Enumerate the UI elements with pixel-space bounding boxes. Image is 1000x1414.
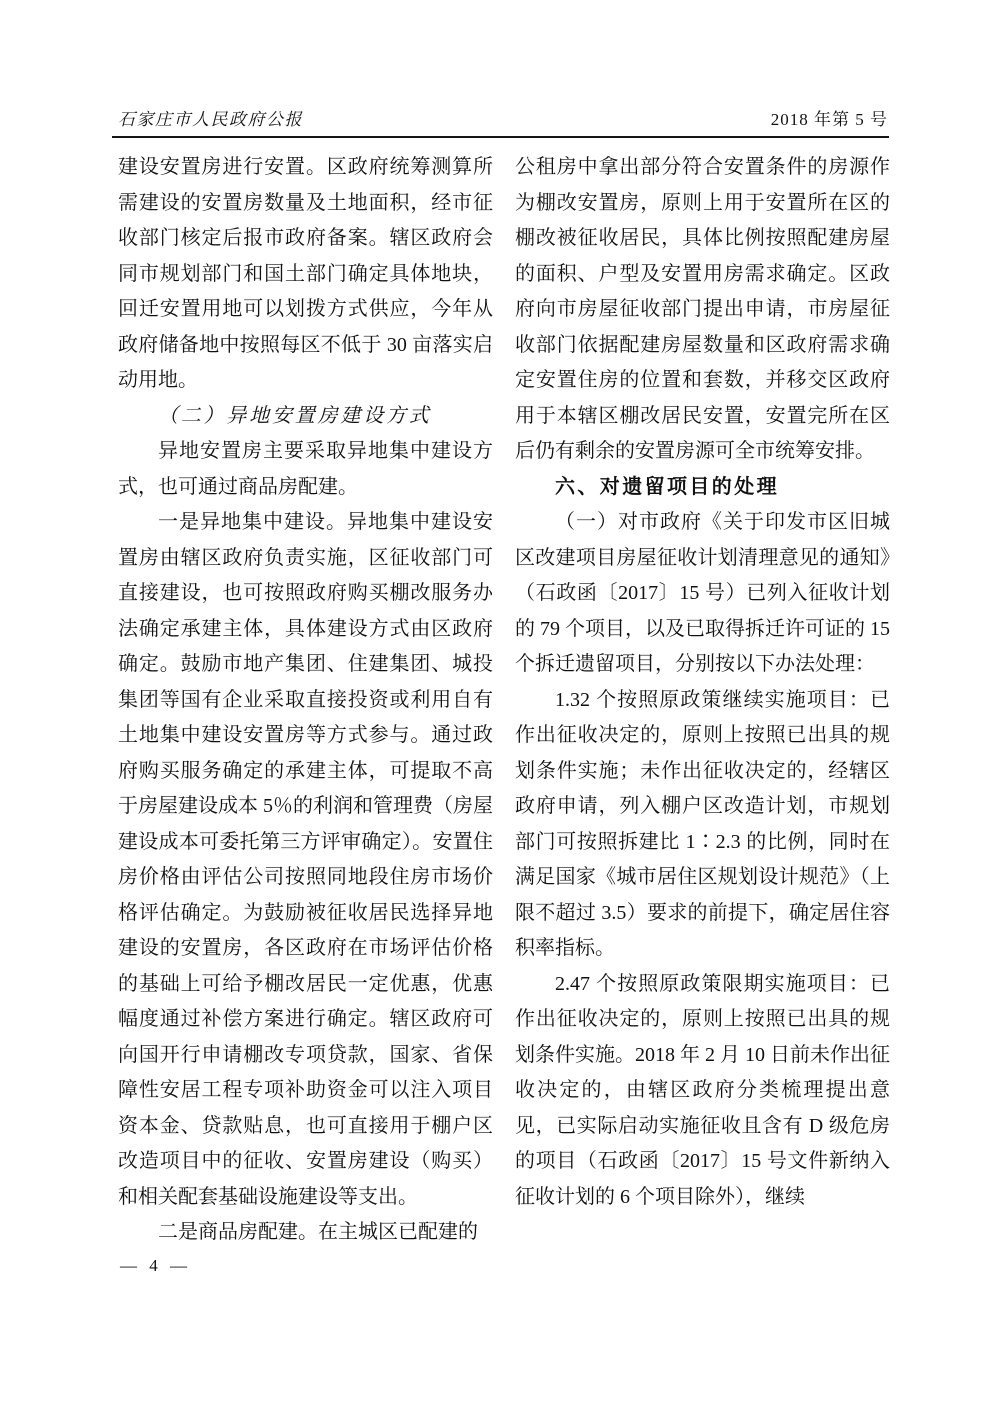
publication-title: 石家庄市人民政府公报 xyxy=(118,110,303,129)
section-heading-kai: （二）异地安置房建设方式 xyxy=(158,404,432,427)
issue-number: 2018 年第 5 号 xyxy=(770,110,888,129)
section-heading-bold: 六、对遗留项目的处理 xyxy=(555,475,779,498)
paragraph: （一）对市政府《关于印发市区旧城区改建项目房屋征收计划清理意见的通知》（石政函〔2017〕15 号）已列入征收计划的 79 个项目，以及已取得拆迁许可证的 15 个拆迁遗留项目，分别按以下办法处理： xyxy=(515,511,890,675)
paragraph: 二是商品房配建。在主城区已配建的 xyxy=(158,1221,478,1243)
page-number: — 4 — xyxy=(120,1256,191,1275)
left-column xyxy=(118,150,493,1251)
paragraph: 公租房中拿出部分符合安置条件的房源作为棚改安置房，原则上用于安置所在区的棚改被征收居民，具体比例按照配建房屋的面积、户型及安置用房需求确定。区政府向市房屋征收部门提出申请，市房屋征收部门依据配建房屋数量和区政府需求确定安置住房的位置和套数，并移交区政府用于本辖区棚改居民安置，安置完所在区后仍有剩余的安置房源可全市统筹安排。 xyxy=(515,156,890,462)
paragraph: 异地安置房主要采取异地集中建设方式，也可通过商品房配建。 xyxy=(118,440,493,498)
paragraph: 建设安置房进行安置。区政府统筹测算所需建设的安置房数量及土地面积，经市征收部门核定后报市政府备案。辖区政府会同市规划部门和国土部门确定具体地块，回迁安置用地可以划拨方式供应，今年从政府储备地中按照每区不低于 30 亩落实启动用地。 xyxy=(118,156,493,391)
running-head xyxy=(118,108,888,132)
header-rule xyxy=(112,136,889,138)
paragraph: 1.32 个按照原政策继续实施项目：已作出征收决定的，原则上按照已出具的规划条件实施；未作出征收决定的，经辖区政府申请，列入棚户区改造计划，市规划部门可按照拆建比 1∶2.3 的比例，同时在满足国家《城市居住区规划设计规范》（上限不超过 3.5）要求的前提下，确定居住容积率指标。 xyxy=(515,688,890,959)
paragraph: 一是异地集中建设。异地集中建设安置房由辖区政府负责实施，区征收部门可直接建设，也可按照政府购买棚改服务办法确定承建主体，具体建设方式由区政府确定。鼓励市地产集团、住建集团、城投集团等国有企业采取直接投资或利用自有土地集中建设安置房等方式参与。通过政府购买服务确定的承建主体，可提取不高于房屋建设成本 5％的利润和管理费（房屋建设成本可委托第三方评审确定）。安置住房价格由评估公司按照同地段住房市场价格评估确定。为鼓励被征收居民选择异地建设的安置房，各区政府在市场评估价格的基础上可给予棚改居民一定优惠，优惠幅度通过补偿方案进行确定。辖区政府可向国开行申请棚改专项贷款，国家、省保障性安居工程专项补助资金可以注入项目资本金、贷款贴息，也可直接用于棚户区改造项目中的征收、安置房建设（购买）和相关配套基础设施建设等支出。 xyxy=(118,511,493,1208)
right-column xyxy=(515,150,890,1251)
text-body xyxy=(118,150,890,1251)
paragraph: 2.47 个按照原政策限期实施项目：已作出征收决定的，原则上按照已出具的规划条件实施。2018 年 2 月 10 日前未作出征收决定的，由辖区政府分类梳理提出意见，已实际启动实施征收且含有 D 级危房的项目（石政函〔2017〕15 号文件新纳入征收计划的 6 个项目除外），继续 xyxy=(515,972,890,1208)
